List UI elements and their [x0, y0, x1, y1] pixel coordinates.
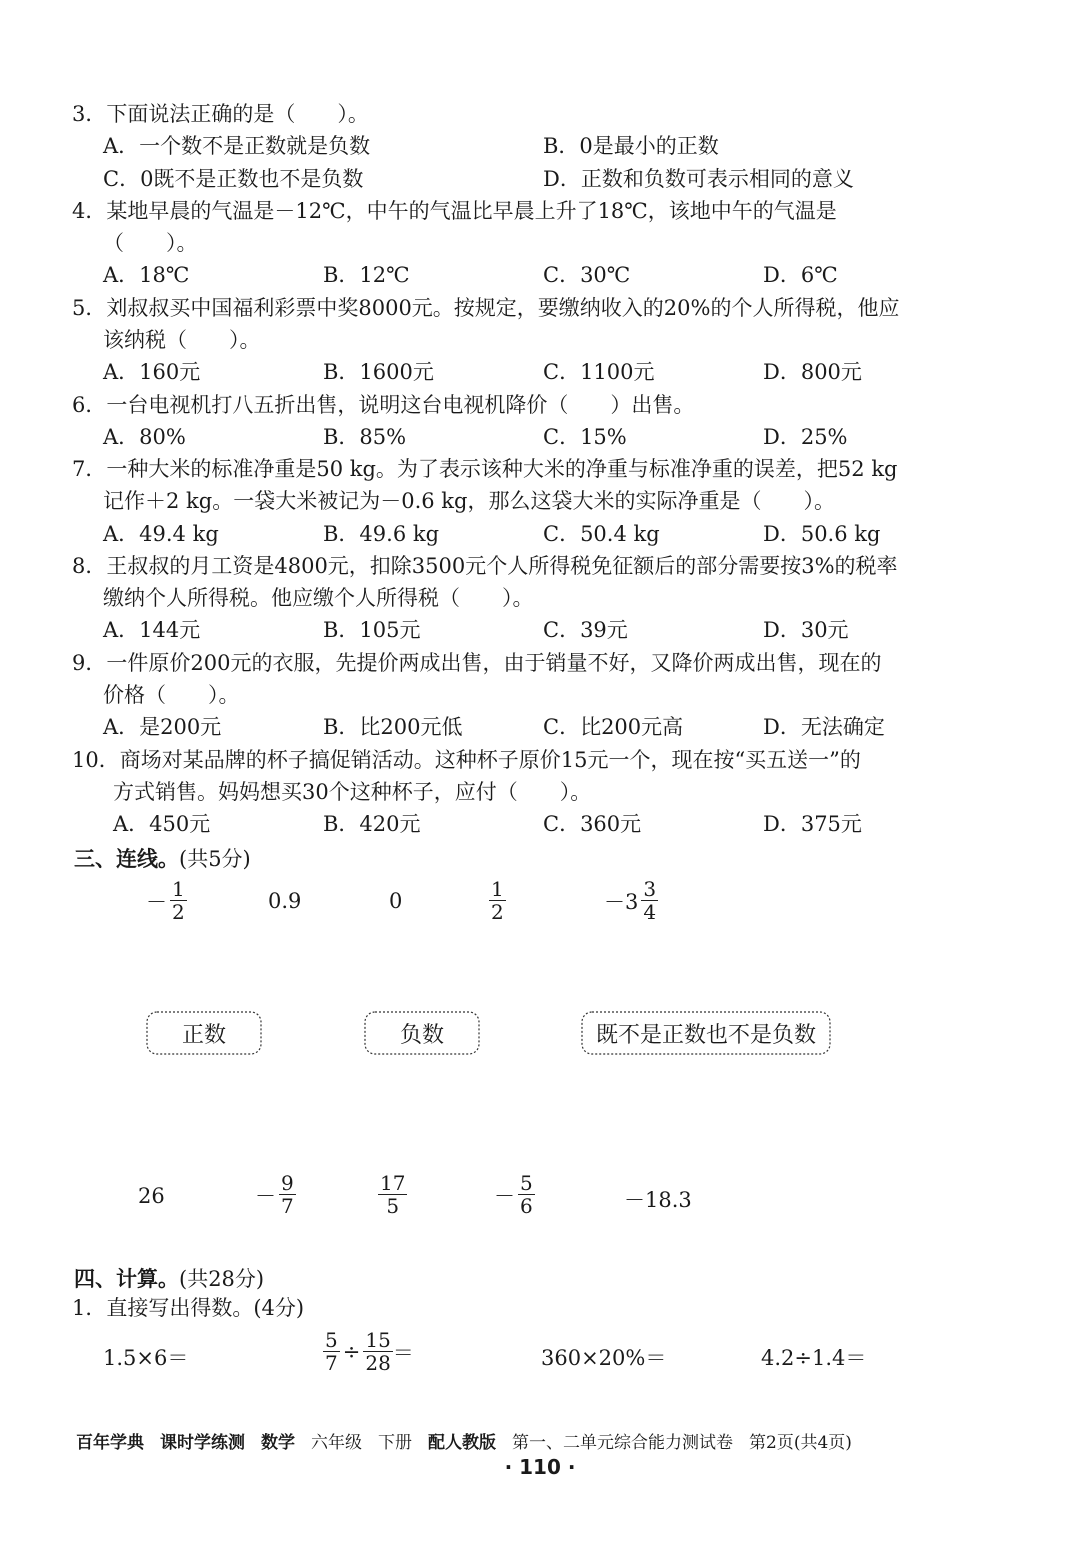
question-8-stem: 8．王叔叔的月工资是4800元，扣除3500元个人所得税免征额后的部分需要按3%的税率 [72, 554, 898, 578]
section-3-title: 三、连线。 [74, 846, 179, 871]
category-box-neither [580, 1010, 832, 1056]
question-3-option-a: A．一个数不是正数就是负数 [103, 134, 371, 158]
fraction [518, 1172, 535, 1217]
question-7-option-b: B．49.6 kg [323, 522, 440, 546]
numerator: 9 [281, 1171, 294, 1195]
footer-subject: 数学 [261, 1433, 295, 1453]
question-6-stem: 6．一台电视机打八五折出售，说明这台电视机降价（ ）出售。 [72, 393, 695, 417]
question-10-option-d: D．375元 [763, 812, 862, 836]
question-5-option-b: B．1600元 [323, 360, 434, 384]
box-label: 负数 [399, 1022, 444, 1048]
footer-brand: 百年学典 [76, 1433, 144, 1453]
question-5-option-a: A．160元 [103, 360, 201, 384]
question-8-option-d: D．30元 [763, 618, 849, 642]
number-neg-three-three-quarters [604, 878, 658, 923]
footer-title: 第一、二单元综合能力测试卷 [512, 1433, 733, 1453]
question-4-continuation: （ ）。 [103, 231, 198, 255]
question-5-continuation: 该纳税（ ）。 [103, 328, 261, 352]
question-4-option-a: A．18℃ [103, 263, 190, 287]
fraction [170, 878, 187, 923]
section-4-subquestion-1: 1．直接写出得数。(4分) [72, 1296, 305, 1320]
fraction [363, 1329, 392, 1374]
question-7-option-d: D．50.6 kg [763, 522, 881, 546]
numerator: 1 [491, 877, 504, 901]
denominator: 7 [281, 1194, 294, 1218]
question-8-option-c: C．39元 [543, 618, 628, 642]
denominator: 6 [520, 1194, 533, 1218]
numerator: 17 [380, 1171, 406, 1195]
number-neg-one-half [146, 878, 187, 923]
footer-volume: 下册 [378, 1433, 412, 1453]
numerator: 5 [325, 1328, 338, 1352]
category-box-negative [363, 1010, 481, 1056]
question-9-option-d: D．无法确定 [763, 715, 885, 739]
denominator: 2 [491, 900, 504, 924]
question-9-option-b: B．比200元低 [323, 715, 463, 739]
denominator: 7 [325, 1351, 338, 1375]
divide-sign: ÷ [342, 1339, 361, 1364]
denominator: 28 [365, 1351, 391, 1375]
question-3-stem: 3．下面说法正确的是（ ）。 [72, 102, 369, 126]
fraction [641, 878, 658, 923]
question-5-option-c: C．1100元 [543, 360, 655, 384]
section-3-heading [74, 843, 251, 873]
footer-page-info: 第2页(共4页) [749, 1433, 852, 1453]
question-4-option-c: C．30℃ [543, 263, 631, 287]
question-10-stem: 10．商场对某品牌的杯子搞促销活动。这种杯子原价15元一个，现在按“买五送一”的 [72, 748, 861, 772]
number-twenty-six: 26 [138, 1184, 165, 1208]
box-label: 正数 [181, 1022, 226, 1048]
section-4-heading [74, 1263, 264, 1293]
question-6-option-d: D．25% [763, 425, 848, 449]
minus-sign: － [146, 889, 167, 914]
question-5-stem: 5．刘叔叔买中国福利彩票中奖8000元。按规定，要缴纳收入的20%的个人所得税，他应 [72, 296, 900, 320]
question-5-option-d: D．800元 [763, 360, 862, 384]
number-seventeen-fifths [378, 1172, 407, 1217]
question-4-option-b: B．12℃ [323, 263, 410, 287]
calc-item-4: 4.2÷1.4＝ [761, 1346, 867, 1370]
number-neg-nine-sevenths [255, 1172, 296, 1217]
question-10-option-b: B．420元 [323, 812, 421, 836]
fraction [489, 878, 506, 923]
question-9-option-a: A．是200元 [103, 715, 222, 739]
calc-item-2 [323, 1329, 414, 1374]
question-9-option-c: C．比200元高 [543, 715, 684, 739]
calc-item-3: 360×20%＝ [541, 1346, 667, 1370]
whole-part: －3 [604, 889, 639, 914]
question-10-continuation: 方式销售。妈妈想买30个这种杯子，应付（ ）。 [113, 780, 592, 804]
number-one-half [489, 878, 506, 923]
fraction [279, 1172, 296, 1217]
denominator: 4 [643, 900, 657, 924]
page-footer [76, 1428, 868, 1453]
section-4-title: 四、计算。 [74, 1266, 179, 1291]
question-3-option-c: C．0既不是正数也不是负数 [103, 167, 364, 191]
equals-sign: ＝ [392, 1340, 414, 1365]
section-4-points: (共28分) [179, 1267, 265, 1291]
numerator: 3 [643, 877, 657, 901]
footer-edition: 配人教版 [428, 1433, 496, 1453]
question-6-option-b: B．85% [323, 425, 407, 449]
section-3-points: (共5分) [179, 847, 251, 871]
question-4-option-d: D．6℃ [763, 263, 838, 287]
question-10-option-c: C．360元 [543, 812, 642, 836]
denominator: 5 [386, 1194, 400, 1218]
page-number: · 110 · [504, 1455, 576, 1479]
question-7-option-a: A．49.4 kg [103, 522, 219, 546]
calc-item-1: 1.5×6＝ [103, 1346, 189, 1370]
number-neg-five-sixths [494, 1172, 535, 1217]
numerator: 1 [172, 877, 185, 901]
question-6-option-a: A．80% [103, 425, 186, 449]
numerator: 5 [520, 1171, 533, 1195]
question-6-option-c: C．15% [543, 425, 627, 449]
question-7-continuation: 记作＋2 kg。一袋大米被记为－0.6 kg，那么这袋大米的实际净重是（ ）。 [103, 489, 835, 513]
fraction [378, 1172, 407, 1217]
question-7-option-c: C．50.4 kg [543, 522, 660, 546]
question-8-option-b: B．105元 [323, 618, 421, 642]
question-9-continuation: 价格（ ）。 [103, 683, 240, 707]
fraction [323, 1329, 340, 1374]
question-7-stem: 7．一种大米的标准净重是50 kg。为了表示该种大米的净重与标准净重的误差，把52 kg [72, 457, 898, 481]
question-3-option-d: D．正数和负数可表示相同的意义 [543, 167, 854, 191]
question-3-option-b: B．0是最小的正数 [543, 134, 719, 158]
number-zero: 0 [389, 889, 403, 913]
question-8-continuation: 缴纳个人所得税。他应缴个人所得税（ ）。 [103, 586, 534, 610]
question-10-option-a: A．450元 [113, 812, 211, 836]
question-9-stem: 9．一件原价200元的衣服，先提价两成出售，由于销量不好，又降价两成出售，现在的 [72, 651, 882, 675]
numerator: 15 [365, 1328, 391, 1352]
question-8-option-a: A．144元 [103, 618, 201, 642]
minus-sign: － [494, 1183, 515, 1208]
minus-sign: － [255, 1183, 276, 1208]
denominator: 2 [172, 900, 185, 924]
number-neg-eighteen-point-three: －18.3 [624, 1188, 692, 1212]
category-box-positive [145, 1010, 263, 1056]
footer-series: 课时学练测 [160, 1433, 245, 1453]
number-zero-point-nine: 0.9 [268, 889, 302, 913]
question-4-stem: 4．某地早晨的气温是－12℃，中午的气温比早晨上升了18℃，该地中午的气温是 [72, 199, 837, 223]
footer-grade: 六年级 [311, 1433, 362, 1453]
box-label: 既不是正数也不是负数 [595, 1022, 816, 1048]
